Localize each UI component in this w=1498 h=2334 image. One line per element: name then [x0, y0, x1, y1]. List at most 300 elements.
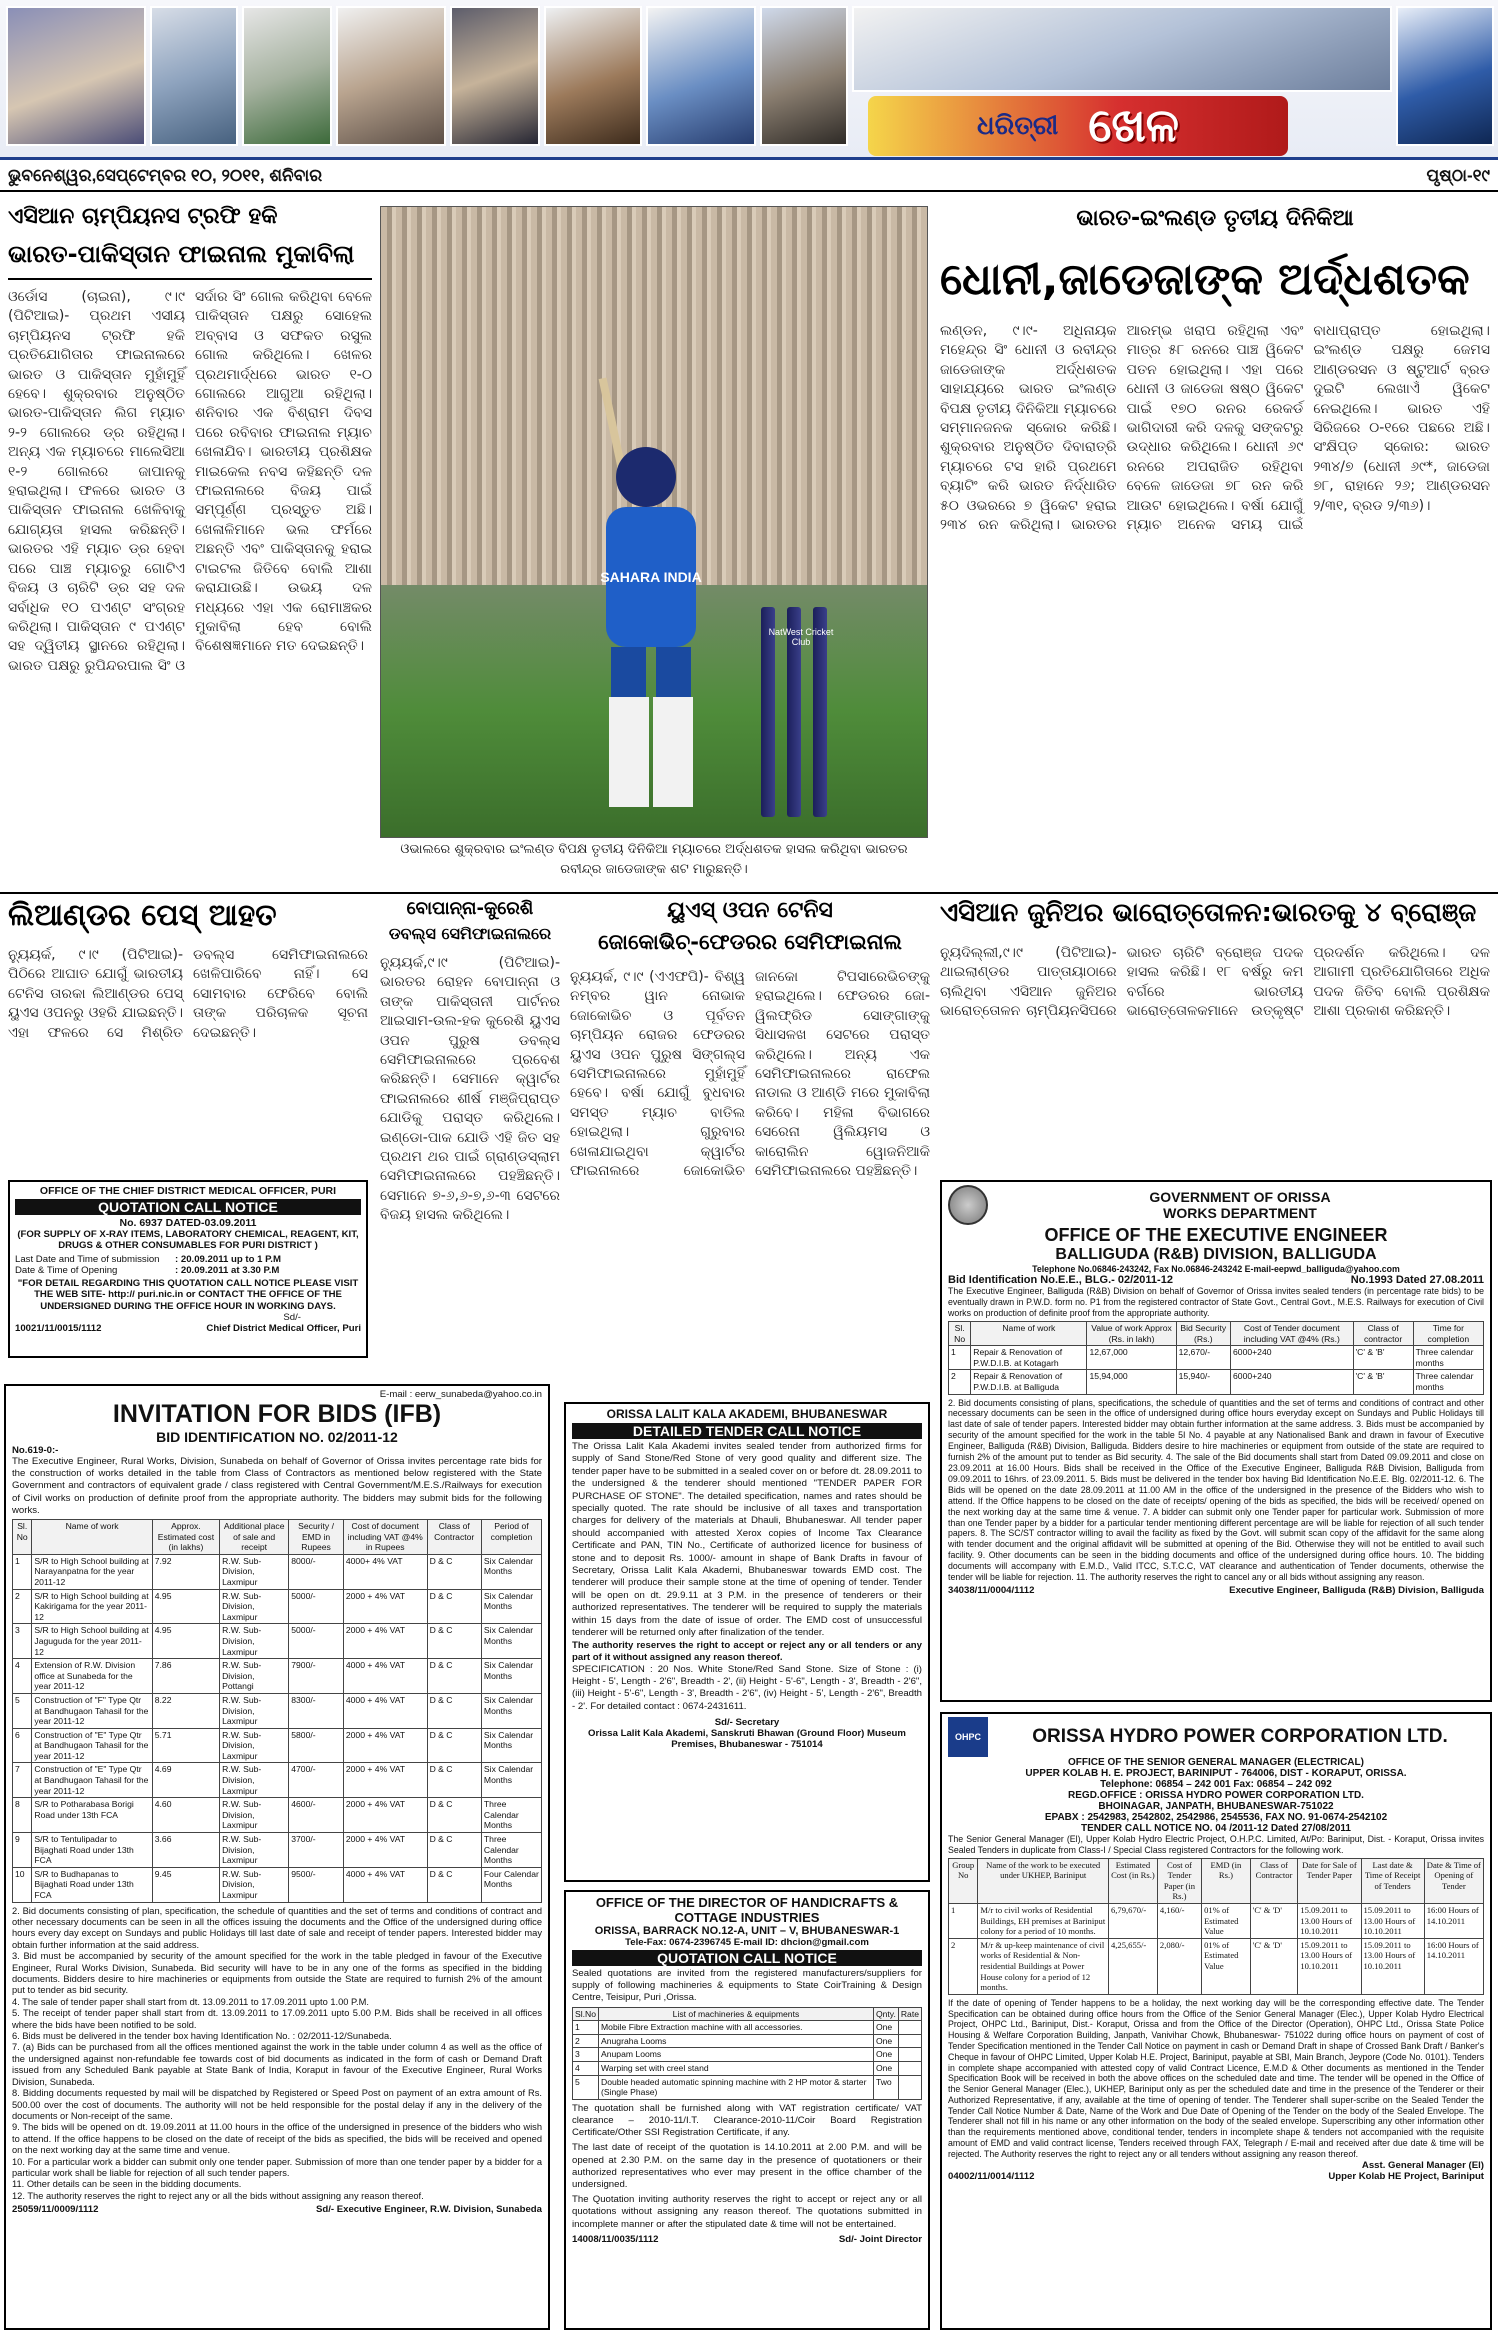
ifb-cell: 5000/-	[289, 1624, 344, 1659]
ifb-cell: 4	[13, 1659, 32, 1694]
ifb-cell: R.W. Sub-Division, Laxmipur	[220, 1833, 289, 1868]
table-row	[13, 1728, 542, 1763]
ifb-cell: 8000/-	[289, 1554, 344, 1589]
last-date-value: : 20.09.2011 up to 1 P.M	[175, 1253, 281, 1265]
ifb-cell: D & C	[427, 1833, 481, 1868]
ifb-col-header: Security / EMD in Rupees	[289, 1520, 344, 1555]
ifb-cell: D & C	[427, 1659, 481, 1694]
table-row	[13, 1798, 542, 1833]
ifb-cell: 9	[13, 1833, 32, 1868]
ifb-cell: Six Calendar Months	[481, 1693, 541, 1728]
ohpc-cell: M/r & up-keep maintenance of civil works of Residential & Non-residential Buildings at Power House colony for a period of 12 months.	[978, 1938, 1109, 1994]
ifb-cell: 1	[13, 1554, 32, 1589]
ifb-cell: 4.95	[152, 1624, 219, 1659]
ohpc-col-header: Name of the work to be executed under UKHEP, Bariniput	[978, 1858, 1109, 1903]
ohpc-col-header: Estimated Cost (in Rs.)	[1108, 1858, 1157, 1903]
works-col-header: Cost of Tender document including VAT @4% (Rs.)	[1231, 1322, 1353, 1346]
ifb-cell: D & C	[427, 1589, 481, 1624]
handi-p2: The last date of receipt of the quotation is 14.10.2011 at 2.00 P.M. and will be opened at 2.30 P.M. on the same day in the presence of quotationers or their authorized representatives who ever may present in the office chamber of the undersigned.	[572, 2142, 922, 2190]
ifb-bid-id: BID IDENTIFICATION NO. 02/2011-12	[156, 1429, 398, 1445]
works-bid-id: Bid Identification No.E.E., BLG.- 02/2011-12	[948, 1274, 1173, 1286]
table-row	[13, 1589, 542, 1624]
ohpc-cell: 16:00 Hours of 14.10.2011	[1424, 1938, 1483, 1994]
table-row	[13, 1554, 542, 1589]
ifb-cell: Six Calendar Months	[481, 1728, 541, 1763]
ifb-cell: 2000 + 4% VAT	[343, 1728, 427, 1763]
handi-col-header: Sl.No	[573, 2007, 599, 2021]
works-division: BALLIGUDA (R&B) DIVISION, BALLIGUDA	[1055, 1246, 1377, 1263]
table-body	[573, 2021, 922, 2100]
works-ref: 34038/11/0004/1112	[948, 1584, 1035, 1596]
issue-date: ଭୁବନେଶ୍ୱର,ସେପ୍ଟେମ୍ବର ୧୦, ୨୦୧୧, ଶନିବାର	[8, 166, 323, 185]
ifb-cell: Three Calendar Months	[481, 1798, 541, 1833]
ifb-sign: Sd/- Executive Engineer, R.W. Division, Sunabeda	[315, 2204, 542, 2216]
handi-cell	[898, 2061, 921, 2075]
works-cell: 6000+240	[1231, 1346, 1353, 1370]
handi-cell: 5	[573, 2075, 599, 2099]
ohpc-regd: REGD.OFFICE : ORISSA HYDRO POWER CORPORATION LTD.	[1068, 1790, 1364, 1801]
ohpc-logo-icon	[948, 1717, 988, 1757]
ifb-cell: 5	[13, 1693, 32, 1728]
works-terms: 2. Bid documents consisting of plans, specifications, the schedule of quantities and the set of terms and conditions of contract and other necessary documents can be seen in the office of undersigned during office hours everyday except on Sundays and Public Holidays till last date of sale of tender papers. Interested bidder may obtain further information at the same address. 3. Bids must be accompanied by security of the amount specified for the work in the table 5I No. 4 payable at any Nationalised Bank and drawn in favour of Executive Engineer, Balliguda (R&B) Division, Balliguda. Bidders desire to hire machineries or equipment from outside of the state are required to furnish 2% of the amount put to tender as Bid security. 4. The sale of the Bid documents shall start from Dated 09.09.2011 and close on 23.09.2011 at 16.00 Hours. Bids shall be received in the Office of the Executive Engineer, Balliguda R&B Division, Balliguda from 09.09.2011 to 16hrs. of 23.09.2011. 5. Bids must be delivered in the tender box having Bid Identification No.E.E. Blg. 02/2011-12. 6. The Bids will be opened on the date 28.09.2011 at 11.00 AM in the office of the undersigned in the presence of the Bidders who wish to attend. If the Office happens to be closed on the date of receipts/ opening of the bids as specified, the bids will be received/ opened on the next working day at the same time & venue. 7. A bidder can submit only one Tender paper for particular work. Submission of more than one Tender paper by a bidder for a particular tender mentioning different percentage are will be liable for rejection of all such tender papers. 8. The SC/ST contractor willing to avail the facility as fixed by the Govt. will submit scan copy of the affidavit for the same along with tender document and the original affidavit will be submitted at opening of the Bid. Otherwise they will not be entitled to avail such facility. 9. Other documents can be seen in the bidding documents and office of the undersigned during office hours. 10. The bidding documents will accompany with E.M.D., Valid ITCC, S.T.C.C, VAT clearance and authentication of Tender documents, otherwise the tender will be liable for rejection. 11. The authority reserves the right to cancel any or all bids without assigning any reason.	[948, 1397, 1484, 1583]
ifb-cell: S/R to High School building at Jaguguda for the year 2011-12	[32, 1624, 152, 1659]
table-body	[13, 1554, 542, 1902]
story5-kicker: ୟୁଏସ୍ ଓପନ ଟେନିସ	[667, 898, 833, 923]
ohpc-terms: If the date of opening of Tender happens to be a holiday, the next working day will be the corresponding effective date. The Tender Specification can be obtained during office hours from the Office of the Senior General Manager (Elec.), Upper Kolab Hydro Electrical Project, OHPC Ltd., Bariniput, Dist.- Koraput, Orissa and from the Office of the Director (Operation), OHPC Ltd., Orissa State Police Housing & Welfare Corporation Building, Janpath, Vanivihar Chowk, Bhubaneswar- 751022 during office hours on payment of cost of Tender Specification mentioned in the Tender Call Notice on payment in cash or Demand Draft in shape of Crossed Bank Draft / Banker's Cheque in favour of OHPC Limited, Upper Kolab H.E. Project, Bariniput, payable at SBI, Main Branch, Jeypore (Code No. 0101). Tenders in complete shape accompanied with attested copy of valid Contract Licence, E.M.D & Other documents as mentioned in the Tender Specification Book will be received in both the above offices on the scheduled date and time. The tender will be opened in the Office of the Senior General Manager (Elec.), UKHEP, Bariniput only as per the scheduled date and time in the presence of the Tenderer or their Authorized Representative, if any, available at the time of opening of tender. The Tenderer shall super-scribe on the Sealed Tender the Tender Call Notice Number & Date, Name of the Work and Due Date of Opening of the Tender on the body of the Sealed Envelope. The Tenderer shall not fill in his name or any other information on the body of the sealed envelope. Superscribing any other information other than the requirements mentioned above, conditional tender, tenders in incomplete shape & tenders not accompanied with the requisite amount of EMD and valid contract license, Tenders received through FAX, Telegraph / E-mail and received after due date & time will be rejected. The Authority reserves the right to reject any or all tenders without assigning any reason thereof.	[948, 1997, 1484, 2159]
ohpc-col-header: EMD (in Rs.)	[1202, 1858, 1251, 1903]
works-cell: 6000+240	[1231, 1370, 1353, 1394]
ohpc-cell: 2,080/-	[1157, 1938, 1201, 1994]
last-date-label: Last Date and Time of submission	[15, 1253, 160, 1265]
ohpc-cell: M/r to civil works of Residential Buildings, EH premises at Bariniput colony for a period of 10 months.	[978, 1903, 1109, 1938]
opening-value: : 20.09.2011 at 3.30 P.M	[175, 1264, 280, 1276]
table-row	[13, 1833, 542, 1868]
handi-cell: 1	[573, 2021, 599, 2035]
lalit-sign: Orissa Lalit Kala Akademi, Sanskruti Bhawan (Ground Floor) Museum Premises, Bhubaneswar - 751014	[588, 1727, 906, 1750]
khela-logo: ଖେଳ	[1088, 99, 1179, 151]
ifb-term: 9. The bids will be opened on dt. 19.09.2011 at 11.00 hours in the office of the undersigned in presence of the bidders who wish to attend. If the office happens to be closed on the date of receipt of the bids as specified, the bids will be received and opened on the next working day at the same time and venue.	[12, 2122, 542, 2156]
ifb-cell: 3.66	[152, 1833, 219, 1868]
ifb-term: 8. Bidding documents requested by mail will be dispatched by Registered or Speed Post on payment of an extra amount of Rs. 500.00 over the cost of documents. The authority will not be held responsible for the postal delay if any in the delivery of the documents or Non-receipt of the same.	[12, 2088, 542, 2121]
ifb-cell: 4700/-	[289, 1763, 344, 1798]
ohpc-cell: 6,79,670/-	[1108, 1903, 1157, 1938]
handi-cell: 2	[573, 2034, 599, 2048]
ifb-cell: Four Calendar Months	[481, 1867, 541, 1902]
ifb-cell: 9.45	[152, 1867, 219, 1902]
table-row	[573, 2048, 922, 2062]
works-cell: 2	[949, 1370, 971, 1394]
handi-cell: Anupam Looms	[599, 2048, 874, 2062]
story3-headline: ଲିଆଣ୍ଡର ପେସ୍ ଆହତ	[8, 898, 277, 933]
ifb-cell: 7.92	[152, 1554, 219, 1589]
horse-rider-photo	[544, 6, 642, 146]
works-table	[948, 1321, 1484, 1395]
ifb-cell: R.W. Sub-Division, Laxmipur	[220, 1693, 289, 1728]
handi-cell	[898, 2048, 921, 2062]
table-row	[13, 1763, 542, 1798]
ifb-cell: 4000 + 4% VAT	[343, 1693, 427, 1728]
notice-for: (FOR SUPPLY OF X-RAY ITEMS, LABORATORY CHEMICAL, REAGENT, KIT, DRUGS & OTHER CONSUMABLES FOR PURI DISTRICT )	[17, 1229, 359, 1252]
ifb-cell: R.W. Sub-Division, Laxmipur	[220, 1624, 289, 1659]
page-number: ପୃଷ୍ଠା-୧୯	[1426, 166, 1490, 185]
works-footer	[948, 1585, 1484, 1596]
ifb-cell: 3	[13, 1624, 32, 1659]
ohpc-footer	[948, 2171, 1484, 2182]
lalit-body: The Orissa Lalit Kala Akademi invites sealed tender from authorized firms for supply of Sand Stone/Red Stone of very good quality and different size. The tender paper have to be submitted in a sealed cover on or before dt. 28.09.2011 to the undersigned & the tenderer should mentioned "TENDER PAPER FOR PURCHASE OF STONE". The detailed specification, names and rates should be specially quoted. The rate should be inclusive of all taxes and transportation charges for delivery of the materials at Dhauli, Bhubaneswar. All tender paper should accompanied with attested Xerox copies of Income Tax Clearance Certificate and PAN, TIN No., Certificate of authorized licence for business of stone and to deposit Rs. 1000/- amount in shape of Bank Drafts in favour of Secretary, Orissa Lalit Kala Akademi, Bhubaneswar towards EMD cost. The tenderer will produce their sample stone at the time of opening of tender. Tender will be open on dt. 29.9.11 at 3 P.M. in the presence of tenderers or their authorized representatives. The tenderer will be required to supply the materials within 15 days from the date of issue of order. The EMD cost of unsuccessful tenderer will be returned only after finalization of the tender.	[572, 1441, 922, 1639]
works-cell: 'C' & 'B'	[1353, 1346, 1413, 1370]
story4-kicker: ବୋପାନ୍ନା-କୁରେଶି	[406, 898, 534, 919]
ifb-cell: 8.22	[152, 1693, 219, 1728]
handi-cell: 3	[573, 2048, 599, 2062]
table-row	[949, 1370, 1484, 1394]
ohpc-line1: OFFICE OF THE SENIOR GENERAL MANAGER (ELECTRICAL)	[1068, 1757, 1364, 1768]
dateline-bar	[0, 162, 1498, 192]
ohpc-cell: 15.09.2011 to 13.00 Hours of 10.10.2011	[1298, 1938, 1361, 1994]
ifb-terms	[12, 1906, 542, 2203]
masthead-banner	[0, 0, 1498, 160]
works-col-header: Time for completion	[1413, 1322, 1483, 1346]
table-row	[573, 2034, 922, 2048]
ohpc-cell: 16:00 Hours of 14.10.2011	[1424, 1903, 1483, 1938]
handi-ref: 14008/11/0035/1112	[572, 2233, 659, 2245]
ohpc-cell: 01% of Estimated Value	[1202, 1938, 1251, 1994]
ohpc-cell: 15.09.2011 to 13.00 Hours of 10.10.2011	[1361, 1938, 1424, 1994]
ohpc-col-header: Group No	[949, 1858, 978, 1903]
handi-cell: One	[873, 2061, 898, 2075]
ifb-cell: Three Calendar Months	[481, 1833, 541, 1868]
ohpc-col-header: Class of Contractor	[1250, 1858, 1298, 1903]
ohpc-header	[948, 1717, 1484, 1757]
ifb-cell: 4.95	[152, 1589, 219, 1624]
last-date-row	[15, 1254, 361, 1265]
handi-title: QUOTATION CALL NOTICE	[572, 1950, 922, 1966]
sports-photo-strip	[852, 6, 1392, 92]
ifb-cell: D & C	[427, 1798, 481, 1833]
story1-body: ଓର୍ଡୋସ (ଚାଇନା), ୯।୯ (ପିଟିଆଇ)- ପ୍ରଥମ ଏସୀୟ ଚାମ୍ପିୟନସ ଟ୍ରଫି ହକି ପ୍ରତିଯୋଗିତାର ଫାଇନାଲରେ ଭାରତ ଓ ପାକିସ୍ତାନ ମୁହାଁମୁହିଁ ହେବେ। ଶୁକ୍ରବାର ଅନୁଷ୍ଠିତ ଭାରତ-ପାକିସ୍ତାନ ଲିଗ ମ୍ୟାଚ ୨-୨ ଗୋଲରେ ଡ୍ର ରହିଥିଲା। ଅନ୍ୟ ଏକ ମ୍ୟାଚରେ ମାଲେସିଆ ୧-୨ ଗୋଲରେ ଜାପାନକୁ ହରାଇଥିଲା। ଫଳରେ ଭାରତ ଓ ପାକିସ୍ତାନ ଫାଇନାଲ ଖେଳିବାକୁ ଯୋଗ୍ୟତା ହାସଲ କରିଛନ୍ତି। ଭାରତର ଏହି ମ୍ୟାଚ ଡ୍ର ହେବା ପରେ ପାଞ୍ଚ ମ୍ୟାଚରୁ ଗୋଟିଏ ବିଜୟ ଓ ଚାରିଟି ଡ୍ର ସହ ଦଳ ସର୍ବାଧିକ ୧୦ ପଏଣ୍ଟ ସଂଗ୍ରହ କରିଥିଲା। ପାକିସ୍ତାନ ୯ ପଏଣ୍ଟ ସହ ଦ୍ୱିତୀୟ ସ୍ଥାନରେ ରହିଥିଲା। ଭାରତ ପକ୍ଷରୁ ରୁପିନ୍ଦରପାଲ ସିଂ ଓ ସର୍ଦାର ସିଂ ଗୋଲ କରିଥିବା ବେଳେ ପାକିସ୍ତାନ ପକ୍ଷରୁ ସୋହେଲ ଅବ୍ବାସ ଓ ସଫକତ ରସୁଲ ଗୋଲ କରିଥିଲେ। ଖେଳର ପ୍ରଥମାର୍ଦ୍ଧରେ ଭାରତ ୧-୦ ଗୋଲରେ ଆଗୁଆ ରହିଥିଲା। ଶନିବାର ଏକ ବିଶ୍ରାମ ଦିବସ ପରେ ରବିବାର ଫାଇନାଲ ମ୍ୟାଚ ଖେଳାଯିବ। ଭାରତୀୟ ପ୍ରଶିକ୍ଷକ ମାଇକେଲ ନବସ କହିଛନ୍ତି ଦଳ ଫାଇନାଲରେ ବିଜୟ ପାଇଁ ସମ୍ପୂର୍ଣ୍ଣ ପ୍ରସ୍ତୁତ ଅଛି। ଖେଳାଳିମାନେ ଭଲ ଫର୍ମରେ ଅଛନ୍ତି ଏବଂ ପାକିସ୍ତାନକୁ ହରାଇ ଟାଇଟଲ ଜିତିବେ ବୋଲି ଆଶା କରାଯାଉଛି। ଉଭୟ ଦଳ ମଧ୍ୟରେ ଏହା ଏକ ରୋମାଞ୍ଚକର ମୁକାବିଲା ହେବ ବୋଲି ବିଶେଷଜ୍ଞମାନେ ମତ ଦେଇଛନ୍ତି।	[8, 289, 372, 674]
ifb-cell: D & C	[427, 1728, 481, 1763]
ifb-cell: 4000+ 4% VAT	[343, 1554, 427, 1589]
handi-col-header: Qnty.	[873, 2007, 898, 2021]
cricket-photo	[380, 206, 928, 838]
ifb-cell: 4000 + 4% VAT	[343, 1867, 427, 1902]
works-sign: Executive Engineer, Balliguda (R&B) Division, Balliguda	[1229, 1584, 1484, 1596]
ifb-cell: 5.71	[152, 1728, 219, 1763]
works-gov: GOVERNMENT OF ORISSA	[1149, 1189, 1331, 1205]
ohpc-cell: 4,25,655/-	[1108, 1938, 1157, 1994]
story4-headline: ଡବଲ୍ସ ସେମିଫାଇନାଲରେ	[388, 924, 552, 943]
ifb-email: E-mail : eerw_sunabeda@yahoo.co.in	[379, 1389, 542, 1400]
ifb-col-header: Class of Contractor	[427, 1520, 481, 1555]
story1-kicker: ଏସିଆନ ଚାମ୍ପିୟନସ ଟ୍ରଫି ହକି	[8, 204, 278, 229]
ifb-number: No.619-0:-	[12, 1445, 59, 1456]
lalit-title: DETAILED TENDER CALL NOTICE	[572, 1423, 922, 1439]
works-cell: Repair & Renovation of P.W.D.I.B. at Kotagarh	[971, 1346, 1087, 1370]
stump-text: NatWest Cricket Club	[768, 627, 834, 647]
ifb-cell: 4.69	[152, 1763, 219, 1798]
handi-cell: Double headed automatic spinning machine with 2 HP motor & starter (Single Phase)	[599, 2075, 874, 2099]
works-tel: Telephone No.06846-243242, Fax No.06846-243242 E-mail-eepwd_balliguda@yahoo.com	[1032, 1264, 1400, 1274]
notice-sign: Chief District Medical Officer, Puri	[206, 1323, 361, 1335]
handi-cell: 4	[573, 2061, 599, 2075]
notice-footer	[15, 1323, 361, 1334]
ifb-term: 4. The sale of tender paper shall start from dt. 13.09.2011 to 17.09.2011 upto 1.00 P.M.	[12, 1996, 369, 2007]
ifb-footer	[12, 2204, 542, 2215]
ifb-col-header: Approx. Estimated cost (in lakhs)	[152, 1520, 219, 1555]
story6-headline: ଏସିଆନ ଜୁନିଅର ଭାରୋତ୍ତୋଳନ:ଭାରତକୁ ୪ ବ୍ରୋଞ୍ଜ	[940, 898, 1477, 928]
ifb-col-header: Additional place of sale and receipt	[220, 1520, 289, 1555]
ifb-cell: 2000 + 4% VAT	[343, 1798, 427, 1833]
lalit-sd: Sd/- Secretary	[714, 1716, 780, 1728]
story2-kicker: ଭାରତ-ଇଂଲଣ୍ଡ ତୃତୀୟ ଦିନିକିଆ	[1076, 206, 1354, 231]
ohpc-col-header: Date for Sale of Tender Paper	[1298, 1858, 1361, 1903]
ifb-cell: S/R to Budhapanas to Bijaghati Road under 13th FCA	[32, 1867, 152, 1902]
ohpc-tender-notice	[940, 1712, 1492, 2330]
ifb-cell: 2000 + 4% VAT	[343, 1763, 427, 1798]
ifb-cell: 2000 + 4% VAT	[343, 1624, 427, 1659]
ifb-works-table	[12, 1519, 542, 1903]
handicrafts-quotation-notice	[564, 1890, 930, 2330]
handi-cell: Two	[873, 2075, 898, 2099]
works-cell: Three calendar months	[1413, 1370, 1483, 1394]
ohpc-sign1: Asst. General Manager (El)	[1361, 2159, 1484, 2171]
ohpc-cell: 4,160/-	[1157, 1903, 1201, 1938]
footballer-photo	[646, 6, 756, 146]
ohpc-cell: 15.09.2011 to 13.00 Hours of 10.10.2011	[1298, 1903, 1361, 1938]
handi-intro: Sealed quotations are invited from the registered manufacturers/suppliers for supply of following machineries & equipments to State CoirTraining & Design Centre, Teisipur, Puri ,Orissa.	[572, 1968, 922, 2004]
divider	[8, 278, 372, 280]
ifb-cell: R.W. Sub-Division, Laxmipur	[220, 1798, 289, 1833]
cricketer-photo	[1396, 6, 1494, 146]
ifb-term: 6. Bids must be delivered in the tender box having Identification No. : 02/2011-12/Sunabeda.	[12, 2031, 392, 2042]
opening-row	[15, 1265, 361, 1276]
ifb-cell: D & C	[427, 1867, 481, 1902]
handi-cell: Anugraha Looms	[599, 2034, 874, 2048]
ifb-cell: D & C	[427, 1624, 481, 1659]
ifb-cell: 2000 + 4% VAT	[343, 1589, 427, 1624]
ifb-title: INVITATION FOR BIDS (IFB)	[112, 1400, 442, 1428]
ifb-cell: 9500/-	[289, 1867, 344, 1902]
ifb-cell: 2000 + 4% VAT	[343, 1833, 427, 1868]
ohpc-epabx: EPABX : 2542983, 2542802, 2542986, 2545536, FAX NO. 91-0674-2542102	[1044, 1812, 1388, 1823]
ifb-cell: Extension of R.W. Division office at Sunabeda for the year 2011-12	[32, 1659, 152, 1694]
works-col-header: Value of work Approx (Rs. in lakh)	[1087, 1322, 1176, 1346]
notice-title: QUOTATION CALL NOTICE	[15, 1199, 361, 1215]
table-header	[573, 2007, 922, 2021]
ifb-cell: S/R to High School building at Kakirigama for the year 2011-12	[32, 1589, 152, 1624]
notice-detail: "FOR DETAIL REGARDING THIS QUOTATION CALL NOTICE PLEASE VISIT THE WEB SITE- http:// puri.nic.in or CONTACT THE OFFICE OF THE UNDERSIGNED DURING THE OFFICE HOUR IN WORKING DAYS.	[17, 1277, 359, 1312]
ifb-col-header: Period of completion	[481, 1520, 541, 1555]
ifb-cell: 3700/-	[289, 1833, 344, 1868]
ohpc-line2: UPPER KOLAB H. E. PROJECT, BARINIPUT - 764006, DIST - KORAPUT, ORISSA.	[1025, 1768, 1407, 1779]
ohpc-cell: 2	[949, 1938, 978, 1994]
ifb-cell: 4000 + 4% VAT	[343, 1659, 427, 1694]
ifb-cell: 10	[13, 1867, 32, 1902]
table-row	[13, 1867, 542, 1902]
wrestling-photo	[6, 6, 146, 146]
story1-headline: ଭାରତ-ପାକିସ୍ତାନ ଫାଇନାଲ ମୁକାବିଲା	[8, 240, 355, 268]
divider	[0, 892, 1498, 894]
masthead-logo	[868, 96, 1288, 156]
story6-body: ନ୍ୟୁଦିଲ୍ଲୀ,୯।୯ (ପିଟିଆଇ)- ଥାଇଲାଣ୍ଡର ପାତ୍ତାୟାଠାରେ ଚାଲିଥିବା ଏସିଆନ ଜୁନିଅର ଭାରୋତ୍ତୋଳନ ଚାମ୍ପିୟନସିପରେ ଭାରତ ଚାରିଟି ବ୍ରୋଞ୍ଜ ପଦକ ହାସଲ କରିଛି। ୧୮ ବର୍ଷରୁ କମ ବର୍ଗରେ ଭାରତୀୟ ଭାରୋତ୍ତୋଳକମାନେ ଉତ୍କୃଷ୍ଟ ପ୍ରଦର୍ଶନ କରିଥିଲେ। ଦଳ ଆଗାମୀ ପ୍ରତିଯୋଗିତାରେ ଅଧିକ ପଦକ ଜିତିବ ବୋଲି ପ୍ରଶିକ୍ଷକ ଆଶା ପ୍ରକାଶ କରିଛନ୍ତି।	[940, 945, 1490, 1020]
handi-table	[572, 2007, 922, 2100]
ohpc-cell: 'C' & 'D'	[1250, 1903, 1298, 1938]
lalit-org: ORISSA LALIT KALA AKADEMI, BHUBANESWAR	[606, 1407, 888, 1421]
story2-body: ଲଣ୍ଡନ, ୯।୯- ଅଧିନାୟକ ମହେନ୍ଦ୍ର ସିଂ ଧୋନୀ ଓ ରବୀନ୍ଦ୍ର ଜାଡେଜାଙ୍କ ଅର୍ଦ୍ଧଶତକ ସାହାଯ୍ୟରେ ଭାରତ ଇଂଲଣ୍ଡ ବିପକ୍ଷ ତୃତୀୟ ଦିନିକିଆ ମ୍ୟାଚରେ ସମ୍ମାନଜନକ ସ୍କୋର କରିଛି। ଶୁକ୍ରବାର ଅନୁଷ୍ଠିତ ଦିବାରାତ୍ରି ମ୍ୟାଚରେ ଟସ ହାରି ପ୍ରଥମେ ବ୍ୟାଟିଂ କରି ଭାରତ ନିର୍ଦ୍ଧାରିତ ୫୦ ଓଭରରେ ୭ ୱିକେଟ ହରାଇ ୨୩୪ ରନ କରିଥିଲା। ଭାରତର ଆରମ୍ଭ ଖରାପ ରହିଥିଲା ଏବଂ ମାତ୍ର ୫୮ ରନରେ ପାଞ୍ଚ ୱିକେଟ ପତନ ହୋଇଥିଲା। ଏହା ପରେ ଧୋନୀ ଓ ଜାଡେଜା ଷଷ୍ଠ ୱିକେଟ ପାଇଁ ୧୭୦ ରନର ରେକର୍ଡ ଭାଗିଦାରୀ କରି ଦଳକୁ ସଙ୍କଟରୁ ଉଦ୍ଧାର କରିଥିଲେ। ଧୋନୀ ୬୯ ରନରେ ଅପରାଜିତ ରହିଥିବା ବେଳେ ଜାଡେଜା ୭୮ ରନ କରି ଆଉଟ ହୋଇଥିଲେ। ବର୍ଷା ଯୋଗୁଁ ମ୍ୟାଚ ଅନେକ ସମୟ ପାଇଁ ବାଧାପ୍ରାପ୍ତ ହୋଇଥିଲା। ଇଂଲଣ୍ଡ ପକ୍ଷରୁ ଜେମସ ଆଣ୍ଡରସନ ଓ ଷ୍ଟୁଆର୍ଟ ବ୍ରଡ ଦୁଇଟି ଲେଖାଏଁ ୱିକେଟ ନେଇଥିଲେ। ଭାରତ ଏହି ସିରିଜରେ ୦-୧ରେ ପଛରେ ଅଛି। ସଂକ୍ଷିପ୍ତ ସ୍କୋର: ଭାରତ ୨୩୪/୭ (ଧୋନୀ ୬୯*, ଜାଡେଜା ୭୮, ରାହାନେ ୨୬; ଆଣ୍ଡରସନ ୨/୩୧, ବ୍ରଡ ୨/୩୬)।	[940, 323, 1490, 534]
ifb-cell: Six Calendar Months	[481, 1624, 541, 1659]
ifb-term: 10. For a particular work a bidder can submit only one tender paper. Submission of more than one tender paper by a bidder for a particular work shall be liable for rejection of all such tender papers.	[12, 2156, 542, 2178]
story2-headline: ଧୋନୀ,ଜାଡେଜାଙ୍କ ଅର୍ଦ୍ଧଶତକ	[940, 254, 1470, 305]
ifb-cell: R.W. Sub-Division, Laxmipur	[220, 1867, 289, 1902]
works-number: No.1993 Dated 27.08.2011	[1350, 1274, 1484, 1286]
works-dept: WORKS DEPARTMENT	[1163, 1205, 1317, 1221]
table-header	[949, 1322, 1484, 1346]
table-body	[949, 1346, 1484, 1394]
notice-ref: 10021/11/0015/1112	[15, 1323, 102, 1335]
ifb-term: 12. The authority reserves the right to reject any or all the bids without assigning any reason thereof.	[12, 2190, 424, 2201]
notice-number: No. 6937 DATED-03.09.2011	[119, 1217, 257, 1229]
ifb-cell: 8	[13, 1798, 32, 1833]
story5-headline: ଜୋକୋଭିଚ୍-ଫେଡରର ସେମିଫାଇନାଲ	[598, 930, 902, 954]
lalit-spec: SPECIFICATION : 20 Nos. White Stone/Red Sand Stone. Size of Stone : (i) Height - 5', Length - 2'6", Breadth - 2', (ii) Height - 5'-6", Length - 3', Breadth - 2'6", (iii) Height - 5'-6", Length - 3', Breadth - 2'6", (iv) Height - 5', Length - 2'6", Breadth - 2'. For detailed contact : 0674-2431611.	[572, 1663, 922, 1712]
table-row	[13, 1659, 542, 1694]
ohpc-col-header: Date & Time of Opening of Tender	[1424, 1858, 1483, 1903]
ifb-cell: D & C	[427, 1693, 481, 1728]
story5-body: ନ୍ୟୁୟର୍କ, ୯।୯ (ଏଏଫପି)- ବିଶ୍ୱ ନମ୍ବର ୱାନ ନୋଭାକ ଜୋକୋଭିଚ ଓ ପୂର୍ବତନ ଚାମ୍ପିୟନ ରୋଜର ଫେଡରର ୟୁଏସ ଓପନ ପୁରୁଷ ସିଙ୍ଗଲ୍ସ ସେମିଫାଇନାଲରେ ମୁହାଁମୁହିଁ ହେବେ। ବର୍ଷା ଯୋଗୁଁ ବୁଧବାର ସମସ୍ତ ମ୍ୟାଚ ବାତିଲ ହୋଇଥିଲା। ଗୁରୁବାର ଖେଳାଯାଇଥିବା କ୍ୱାର୍ଟର ଫାଇନାଲରେ ଜୋକୋଭିଚ ଜାନକୋ ଟିପସାରେଭିଚଙ୍କୁ ହରାଇଥିଲେ। ଫେଡରର ଜୋ-ୱିଲଫ୍ରିଡ ସୋଙ୍ଗାଙ୍କୁ ସିଧାସଳଖ ସେଟରେ ପରାସ୍ତ କରିଥିଲେ। ଅନ୍ୟ ଏକ ସେମିଫାଇନାଲରେ ରାଫେଲ ନାଡାଲ ଓ ଆଣ୍ଡି ମରେ ମୁକାବିଲା କରିବେ। ମହିଳା ବିଭାଗରେ ସେରେନା ୱିଲିୟମସ ଓ କାରୋଲିନ ୱୋଜନିଆକି ସେମିଫାଇନାଲରେ ପହଞ୍ଚିଛନ୍ତି।	[570, 969, 930, 1180]
photo-caption: ଓଭାଲରେ ଶୁକ୍ରବାର ଇଂଲଣ୍ଡ ବିପକ୍ଷ ତୃତୀୟ ଦିନିକିଆ ମ୍ୟାଚରେ ଅର୍ଦ୍ଧଶତକ ହାସଲ କରିଥିବା ଭାରତର ରବୀନ୍ଦ୍ର ଜାଡେଜାଙ୍କ ଶଟ ମାରୁଛନ୍ତି।	[400, 842, 908, 877]
ohpc-table	[948, 1858, 1484, 1995]
handi-footer	[572, 2234, 922, 2245]
tennis-woman-photo	[336, 6, 446, 146]
ifb-term: 7. (a) Bids can be purchased from all the offices mentioned against the work in the table under column 4 as well as the office of the undersigned against non-refundable fee towards cost of bid documents as indicated in the form of cash or Demand Draft issued from any Scheduled Bank payable at State Bank of India, Koraput in favour of the Executive Engineer, Rural Works Division, Sunabeda.	[12, 2042, 542, 2087]
ifb-cell: R.W. Sub-Division, Pottangi	[220, 1659, 289, 1694]
works-dept-notice	[940, 1180, 1492, 1702]
table-row	[949, 1938, 1484, 1994]
batsman-figure	[551, 367, 721, 827]
ifb-cell: Construction of "E" Type Qtr at Bandhugaon Tahasil for the year 2011-12	[32, 1763, 152, 1798]
ifb-cell: Six Calendar Months	[481, 1763, 541, 1798]
works-col-header: Bid Security (Rs.)	[1176, 1322, 1230, 1346]
table-row	[949, 1346, 1484, 1370]
ifb-cell: S/R to High School building at Narayanpatna for the year 2011-12	[32, 1554, 152, 1589]
works-cell: 'C' & 'B'	[1353, 1370, 1413, 1394]
ohpc-sign2: Upper Kolab HE Project, Bariniput	[1328, 2170, 1484, 2182]
tennis-photo	[242, 6, 332, 146]
ifb-col-header: Cost of document including VAT @4% in Rupees	[343, 1520, 427, 1555]
table-row	[573, 2021, 922, 2035]
ohpc-col-header: Cost of Tender Paper (in Rs.)	[1157, 1858, 1201, 1903]
handi-tel: Tele-Fax: 0674-2396745 E-mail ID: dhcion@gmail.com	[625, 1937, 869, 1948]
ifb-notice	[4, 1384, 550, 2330]
ifb-term: 11. Other details can be seen in the bidding documents.	[12, 2179, 242, 2190]
ohpc-address: BHOINAGAR, JANPATH, BHUBANESWAR-751022	[1098, 1801, 1334, 1812]
works-cell: 12,67,000	[1087, 1346, 1176, 1370]
handi-cell	[898, 2021, 921, 2035]
ifb-cell: 6	[13, 1728, 32, 1763]
orissa-emblem-icon	[948, 1185, 988, 1225]
works-cell: Three calendar months	[1413, 1346, 1483, 1370]
handi-cell: Mobile Fibre Extraction machine with all accessories.	[599, 2021, 874, 2035]
handi-cell: One	[873, 2021, 898, 2035]
ifb-cell: 5000/-	[289, 1589, 344, 1624]
ifb-term: 3. Bid must be accompanied by security of the amount specified for the work in the table pledged in favour of the Executive Engineer, Rural Works Division, Sunabeda. Bid security will have to be in any one of the forms as specified in the bidding documents. Bidders desire to hire machineries or equipments from outside the State are required to furnish 2% of the amount put to tender as bid security.	[12, 1951, 542, 1996]
ifb-cell: 8300/-	[289, 1693, 344, 1728]
works-office: OFFICE OF THE EXECUTIVE ENGINEER	[1044, 1225, 1388, 1245]
ohpc-tel: Telephone: 06854 – 242 001 Fax: 06854 – 242 092	[1100, 1779, 1332, 1790]
ifb-cell: 5800/-	[289, 1728, 344, 1763]
handi-office: OFFICE OF THE DIRECTOR OF HANDICRAFTS & COTTAGE INDUSTRIES	[595, 1895, 899, 1925]
ifb-cell: R.W. Sub-Division, Laxmipur	[220, 1554, 289, 1589]
ifb-col-header: Sl. No	[13, 1520, 32, 1555]
table-row	[949, 1903, 1484, 1938]
shooter-photo	[760, 6, 848, 146]
dharitri-logo: ଧରିତ୍ରୀ	[977, 110, 1059, 140]
works-cell: 12,670/-	[1176, 1346, 1230, 1370]
ifb-cell: S/R to Tentulipadar to Bijaghati Road under 13th FCA	[32, 1833, 152, 1868]
works-col-header: Name of work	[971, 1322, 1087, 1346]
ifb-cell: Construction of "F" Type Qtr at Bandhugaon Tahasil for the year 2011-12	[32, 1693, 152, 1728]
ifb-cell: R.W. Sub-Division, Laxmipur	[220, 1763, 289, 1798]
table-body	[949, 1903, 1484, 1994]
handi-col-header: List of machineries & equipments	[599, 2007, 874, 2021]
handi-p1: The quotation shall be furnished along with VAT registration certificate/ VAT clearance – 2010-11/I.T. Clearance-2010-11/Coir Board Registration Certificate/Other SSI Registration Certificate, if any.	[572, 2102, 922, 2139]
ohpc-cell: 01% of Estimated Value	[1202, 1903, 1251, 1938]
works-col-header: Sl. No	[949, 1322, 971, 1346]
ifb-cell: Six Calendar Months	[481, 1659, 541, 1694]
works-cell: Repair & Renovation of P.W.D.I.B. at Balliguda	[971, 1370, 1087, 1394]
ifb-cell: S/R to Potharabasa Borigi Road under 13th FCA	[32, 1798, 152, 1833]
ifb-cell: Six Calendar Months	[481, 1589, 541, 1624]
table-row	[13, 1624, 542, 1659]
ifb-cell: Six Calendar Months	[481, 1554, 541, 1589]
ifb-cell: 7.86	[152, 1659, 219, 1694]
ifb-cell: Construction of "E" Type Qtr at Bandhugaon Tahasil for the year 2011-12	[32, 1728, 152, 1763]
boxing-photo	[450, 6, 540, 146]
lalit-reserve: The authority reserves the right to accept or reject any or all tenders or any part of it without assigned any reason thereof.	[572, 1639, 922, 1663]
table-row	[573, 2061, 922, 2075]
puri-quotation-notice	[8, 1180, 368, 1358]
ifb-term: 5. The receipt of tender paper shall start from dt. 13.09.2011 to 17.09.2011 upto 5.00 P.M. Bids shall be received in all offices where the bids have been notified to be sold.	[12, 2008, 542, 2030]
jersey-text: SAHARA INDIA	[600, 569, 702, 585]
handi-address: ORISSA, BARRACK NO.12-A, UNIT – V, BHUBANESWAR-1	[594, 1925, 900, 1937]
notice-sd: Sd/-	[283, 1312, 301, 1324]
ifb-cell: 4.60	[152, 1798, 219, 1833]
ifb-intro: The Executive Engineer, Rural Works, Division, Sunabeda on behalf of Governor of Orissa invites percentage rate bids for the construction of works detailed in the table from Class of Contractors as mentioned below registered with the State Government and contractors of equivalent grade / class registered with Central Government/M.E.S./Railways for execution of Civil works on production of definite proof from the appropriate authority. The bidders may submit bids for the following works.	[12, 1456, 542, 1516]
ifb-ref: 25059/11/0009/1112	[12, 2204, 99, 2216]
handi-cell	[898, 2034, 921, 2048]
works-intro: The Executive Engineer, Balliguda (R&B) Division on behalf of Governor of Orissa invites sealed tenders (in percentage rate bids) to be eventually drawn in P.W.D. form no. P1 from the registered contractor of State Govt., Central Govt., M.E.S. Railways for execution of Civil works on production of definite proof from the appropriate authority.	[948, 1286, 1484, 1318]
athlete-photo	[150, 6, 238, 146]
ohpc-cell: 'C' & 'D'	[1250, 1938, 1298, 1994]
table-row	[13, 1693, 542, 1728]
works-header	[948, 1185, 1484, 1225]
ohpc-cell: 15.09.2011 to 13.00 Hours of 10.10.2011	[1361, 1903, 1424, 1938]
handi-cell	[898, 2075, 921, 2099]
story3-body: ନ୍ୟୁୟର୍କ, ୯।୯ (ପିଟିଆଇ)- ପିଠିରେ ଆଘାତ ଯୋଗୁଁ ଭାରତୀୟ ଟେନିସ ତାରକା ଲିଆଣ୍ଡର ପେସ୍ ୟୁଏସ ଓପନରୁ ଓହରି ଯାଇଛନ୍ତି। ଏହା ଫଳରେ ସେ ମିଶ୍ରିତ ଡବଲ୍ସ ସେମିଫାଇନାଲରେ ଖେଳିପାରିବେ ନାହିଁ। ସେ ସୋମବାର ଫେରିବେ ବୋଲି ତାଙ୍କ ପରିଚାଳକ ସୂଚନା ଦେଇଛନ୍ତି।	[8, 947, 368, 1041]
works-cell: 1	[949, 1346, 971, 1370]
ohpc-logo-text: OHPC	[954, 1732, 981, 1742]
works-cell: 15,94,000	[1087, 1370, 1176, 1394]
handi-cell: One	[873, 2034, 898, 2048]
ohpc-cell: 1	[949, 1903, 978, 1938]
ohpc-title: ORISSA HYDRO POWER CORPORATION LTD.	[1032, 1726, 1448, 1747]
ohpc-ref: 04002/11/0014/1112	[948, 2170, 1035, 2182]
ifb-col-header: Name of work	[32, 1520, 152, 1555]
works-col-header: Class of contractor	[1353, 1322, 1413, 1346]
ifb-cell: 4600/-	[289, 1798, 344, 1833]
ifb-cell: 7	[13, 1763, 32, 1798]
ifb-cell: 7900/-	[289, 1659, 344, 1694]
notice-office: OFFICE OF THE CHIEF DISTRICT MEDICAL OFFICER, PURI	[39, 1185, 337, 1197]
